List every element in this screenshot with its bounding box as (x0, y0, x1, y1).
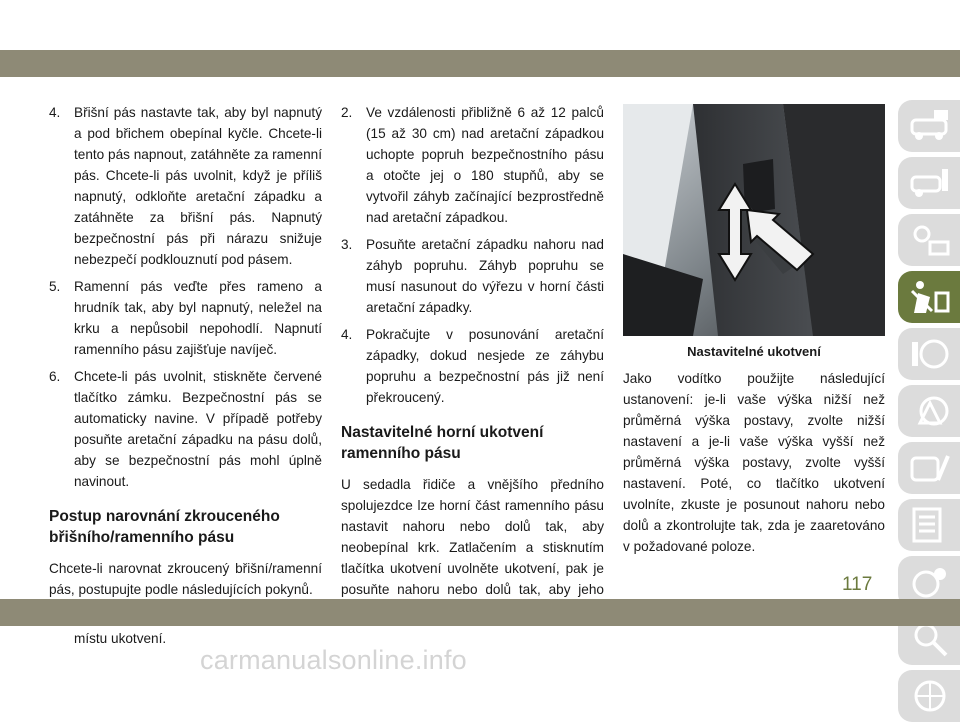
chapter-tabs (898, 100, 960, 727)
service-wrench-icon (908, 450, 952, 486)
tab-warning-lights[interactable] (898, 214, 960, 266)
tab-seatbelt-airbag[interactable] (898, 271, 960, 323)
driving-wheel-icon (908, 336, 952, 372)
list-item (341, 102, 604, 228)
car-key-icon (908, 165, 952, 201)
tab-car-info[interactable] (898, 100, 960, 152)
list-text: místu ukotvení. (74, 631, 167, 646)
tab-emergency[interactable] (898, 385, 960, 437)
list-number: 4. (341, 327, 353, 342)
seatbelt-airbag-icon (908, 279, 952, 315)
list-number: 2. (341, 105, 353, 120)
bottom-band (0, 599, 960, 626)
list-text: Chcete-li pás uvolnit, stiskněte červené tlačítko zámku. Bezpečnostní pás se automaticky navine. V případě potřeby posuňte aretační západku na pásu dolů, aby se bezpečnostní pás mohl úplně navinout. (74, 369, 322, 489)
seatbelt-anchor-photo (623, 104, 885, 336)
languages-icon (908, 678, 952, 714)
car-info-icon (908, 108, 952, 144)
search-index-icon (908, 621, 952, 657)
section-heading: Postup narovnání zkrouceného břišního/ramenního pásu (49, 508, 280, 546)
body-paragraph: Jako vodítko použijte následující ustanovení: je-li vaše výška nižší než průměrná výška postavy, zvolte nižší nastavení a je-li vaše výška vyšší než průměrná výška postavy, zvolte vyšší nastavení. Poté, co tlačítko ukotvení uvolníte, zkuste je posunout nahoru nebo dolů a zkontrolujte tak, zda je zaaretováno v požadované poloze. (623, 371, 885, 554)
list-text: Břišní pás nastavte tak, aby byl napnutý a pod břichem obepínal kyčle. Chcete-li tento pás napnout, zatáhněte za ramenní pás. Chcete-li pás uvolnit, když je příliš napnutý, odkloňte aretační západku a zatáhněte za břišní pás. Napnutý bezpečnostní pás při nárazu snižuje nebezpečí podklouznutí pod pásem. (74, 105, 322, 267)
page-number: 117 (842, 574, 873, 595)
list-text: Posuňte aretační západku nahoru nad záhyb popruhu. Záhyb popruhu se musí nasunout do výřezu v horní části aretační západky. (366, 237, 604, 315)
list-text: Ramenní pás veďte přes rameno a hrudník tak, aby byl napnutý, neležel na krku a nepůsobil nepohodlí. Napnutí ramenního pásu zajišťuje navíječ. (74, 279, 322, 357)
tab-service[interactable] (898, 442, 960, 494)
column-1 (49, 102, 322, 655)
list-item (341, 234, 604, 318)
intro-paragraph: Chcete-li narovnat zkroucený břišní/ramenní pás, postupujte podle následujících pokynů. (49, 561, 322, 597)
top-band (0, 50, 960, 77)
list-number: 5. (49, 279, 61, 294)
list-number: 6. (49, 369, 61, 384)
list-item (49, 276, 322, 360)
list-item (341, 324, 604, 408)
tab-driving[interactable] (898, 328, 960, 380)
list-text: Pokračujte v posunování aretační západky, dokud nesjede ze záhybu popruhu a bezpečnostní pás již není překroucený. (366, 327, 604, 405)
body-paragraph: U sedadla řidiče a vnějšího předního spolujezdce lze horní část ramenního pásu nastavit nahoru nebo dolů tak, aby neobepínal krk. Zatlačením a stisknutím tlačítka ukotvení uvolněte ukotvení, pak je posuňte nahoru nebo dolů tak, aby jeho (341, 477, 604, 597)
list-number: 3. (341, 237, 353, 252)
multimedia-icon (908, 564, 952, 600)
section-heading: Nastavitelné horní ukotvení ramenního pásu (341, 424, 544, 462)
warning-lights-icon (908, 222, 952, 258)
tab-specifications[interactable] (898, 499, 960, 551)
list-item (49, 366, 322, 492)
column-2 (341, 102, 604, 628)
list-number: 4. (49, 105, 61, 120)
watermark: carmanualsonline.info (200, 645, 467, 675)
emergency-triangle-icon (908, 393, 952, 429)
tab-car-key[interactable] (898, 157, 960, 209)
column-3 (623, 104, 885, 564)
list-text: Ve vzdálenosti přibližně 6 až 12 palců (15 až 30 cm) nad aretační západkou uchopte popruh bezpečnostního pásu a otočte jej o 180 stupňů, aby se vytvořil záhyb začínající bezprostředně nad aretační západkou. (366, 105, 604, 225)
specifications-list-icon (908, 507, 952, 543)
photo-caption: Nastavitelné ukotvení (687, 344, 821, 359)
list-item (49, 102, 322, 270)
